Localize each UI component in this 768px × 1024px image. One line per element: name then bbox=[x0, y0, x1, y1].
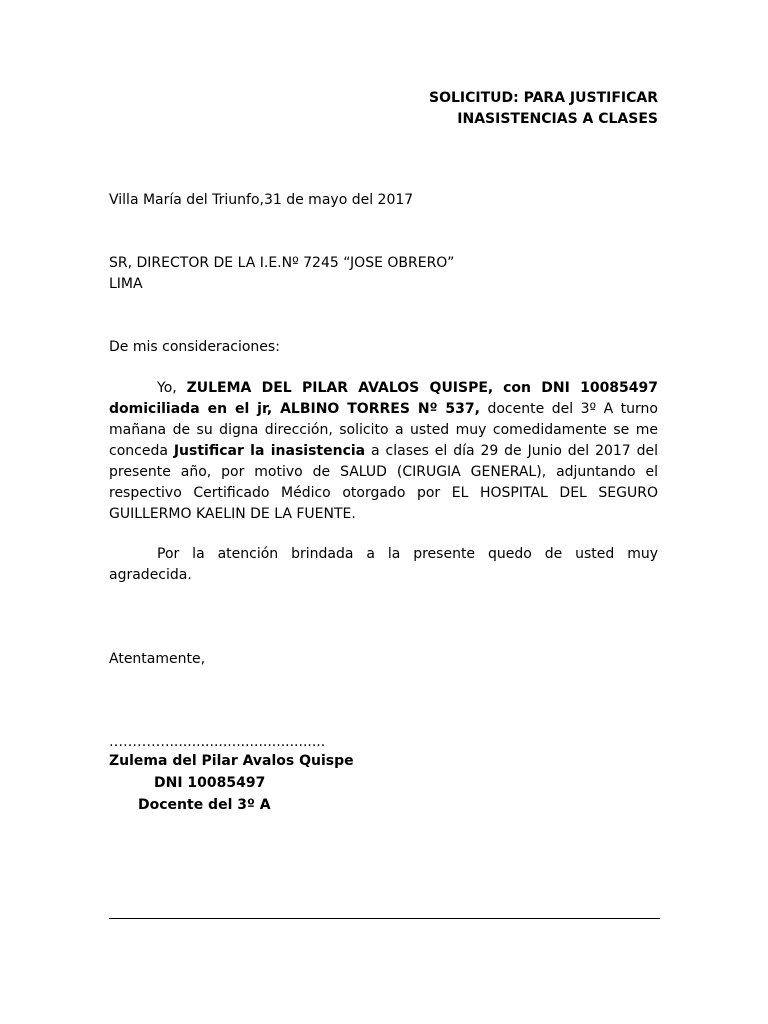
subject-line-2: INASISTENCIAS A CLASES bbox=[457, 111, 658, 127]
body-text-c: docente del 3º A turno mañana de su digna dirección, solicito a usted muy comedidamente se me conceda bbox=[109, 401, 658, 459]
requester-name: ZULEMA DEL PILAR AVALOS QUISPE, bbox=[186, 380, 494, 396]
subject-heading bbox=[360, 88, 658, 130]
requester-dni-address: con DNI 10085497 domiciliada en el jr, ALBINO TORRES Nº 537, bbox=[109, 380, 659, 417]
body-paragraph bbox=[109, 378, 658, 525]
body-text-a: Yo, bbox=[157, 380, 187, 396]
salutation: De mis consideraciones: bbox=[109, 339, 280, 355]
closing-paragraph bbox=[109, 544, 658, 586]
signature-role: Docente del 3º A bbox=[138, 797, 271, 813]
signature-line: ………….................................... bbox=[109, 734, 326, 750]
signature-dni: DNI 10085497 bbox=[154, 775, 266, 791]
footer-divider bbox=[109, 918, 660, 919]
place-date: Villa María del Triunfo,31 de mayo del 2017 bbox=[109, 192, 414, 208]
closing-text: Por la atención brindada a la presente quedo de usted muy agradecida. bbox=[109, 546, 658, 583]
farewell: Atentamente, bbox=[109, 651, 206, 667]
addressee-line-1: SR, DIRECTOR DE LA I.E.Nº 7245 “JOSE OBRERO” bbox=[109, 255, 455, 271]
subject-line-1: SOLICITUD: PARA JUSTIFICAR bbox=[429, 90, 658, 106]
signature-name: Zulema del Pilar Avalos Quispe bbox=[109, 753, 354, 769]
addressee bbox=[109, 253, 658, 295]
addressee-line-2: LIMA bbox=[109, 276, 143, 292]
justify-phrase: Justificar la inasistencia bbox=[173, 443, 366, 459]
body-text-b bbox=[493, 380, 503, 396]
body-text-d: a clases el día 29 de Junio del 2017 del presente año, por motivo de SALUD (CIRUGIA GENERAL), adjuntando el respectivo Certificado Médico otorgado por EL HOSPITAL DEL SEGURO GUILLERMO KAELIN DE LA FUENTE. bbox=[109, 443, 659, 522]
